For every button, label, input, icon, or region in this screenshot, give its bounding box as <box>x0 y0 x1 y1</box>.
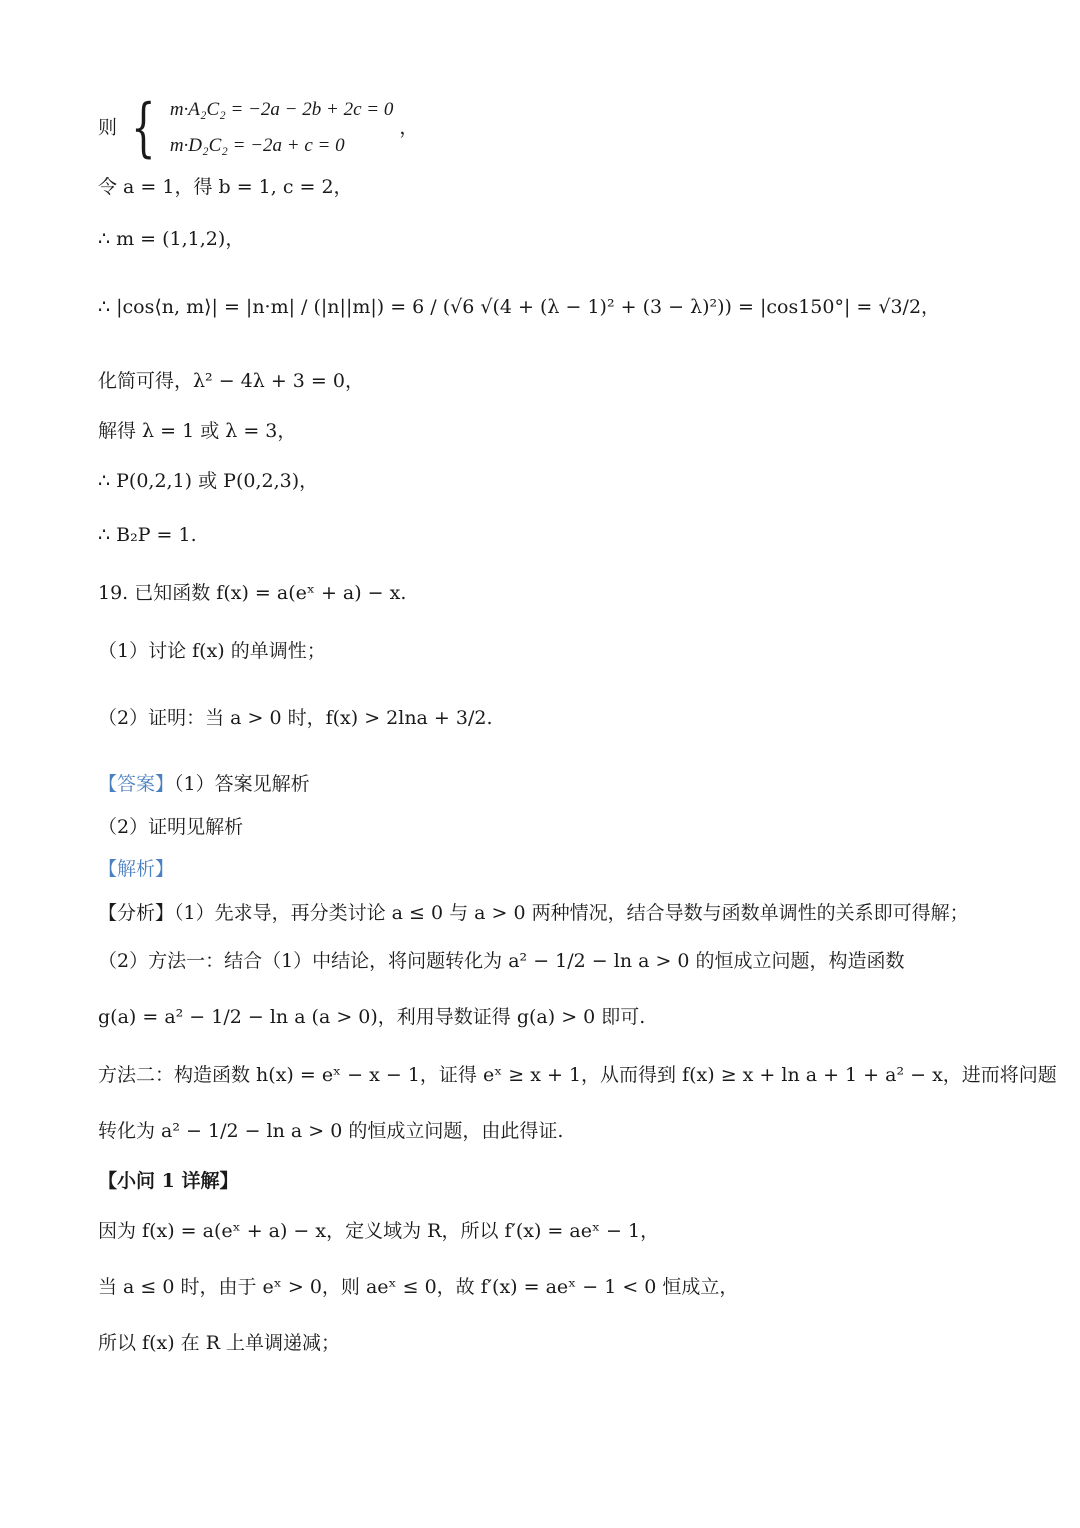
answer-line <box>98 773 310 796</box>
analysis-tag: 【解析】 <box>98 858 175 880</box>
brace: { <box>131 91 156 165</box>
text-line: 化简可得，λ² − 4λ + 3 = 0， <box>98 370 364 392</box>
subproblem-1: （1）讨论 f(x) 的单调性； <box>98 640 326 662</box>
method-1: （2）方法一：结合（1）中结论，将问题转化为 a² − 1/2 − ln a > 0 的恒成立问题，构造函数 <box>98 950 905 972</box>
subproblem-2: （2）证明：当 a > 0 时，f(x) > 2lna + 3/2. <box>98 707 493 729</box>
answer-text: （1）答案见解析 <box>174 773 310 795</box>
method-1-cont: g(a) = a² − 1/2 − ln a (a > 0)，利用导数证得 g(a) > 0 即可. <box>98 1006 646 1028</box>
text-line: ∴ m = (1,1,2)， <box>98 228 245 250</box>
text-line: 当 a ≤ 0 时，由于 eˣ > 0，则 aeˣ ≤ 0，故 f′(x) = aeˣ − 1 < 0 恒成立， <box>98 1276 739 1298</box>
text-line: 因为 f(x) = a(eˣ + a) − x，定义域为 R，所以 f′(x) = aeˣ − 1， <box>98 1220 660 1242</box>
method-2-cont: 转化为 a² − 1/2 − ln a > 0 的恒成立问题，由此得证. <box>98 1120 564 1142</box>
line-system: 则 { m·A₂C₂ = −2a − 2b + 2c = 0 m·D₂C₂ = −2a + c = 0 ， <box>98 91 419 165</box>
text-line: 所以 f(x) 在 R 上单调递减； <box>98 1332 341 1354</box>
method-2: 方法二：构造函数 h(x) = eˣ − x − 1，证得 eˣ ≥ x + 1，从而得到 f(x) ≥ x + ln a + 1 + a² − x，进而将问题 <box>98 1064 1057 1086</box>
problem-19: 19. 已知函数 f(x) = a(eˣ + a) − x. <box>98 582 407 604</box>
line-prefix: 则 <box>98 116 118 139</box>
equation-system <box>170 99 394 159</box>
text-line: 令 a = 1，得 b = 1, c = 2， <box>98 176 353 198</box>
equation-2: m·D₂C₂ = −2a + c = 0 <box>169 135 345 157</box>
text-line: 解得 λ = 1 或 λ = 3， <box>98 420 297 442</box>
answer-tag: 【答案】 <box>98 773 175 795</box>
text-line: ∴ B₂P = 1. <box>98 524 197 546</box>
text-line: （2）证明见解析 <box>98 816 244 838</box>
section-heading: 【小问 1 详解】 <box>98 1170 239 1192</box>
text-line: ∴ P(0,2,1) 或 P(0,2,3)， <box>98 470 319 492</box>
equation-1: m·A₂C₂ = −2a − 2b + 2c = 0 <box>169 98 394 120</box>
formula-cos: ∴ |cos⟨n, m⟩| = |n·m| / (|n||m|) = 6 / (√6 √(4 + (λ − 1)² + (3 − λ)²)) = |cos150°| = √3/2， <box>98 296 941 318</box>
analysis-summary: 【分析】（1）先求导，再分类讨论 a ≤ 0 与 a > 0 两种情况，结合导数与函数单调性的关系即可得解； <box>98 902 969 924</box>
